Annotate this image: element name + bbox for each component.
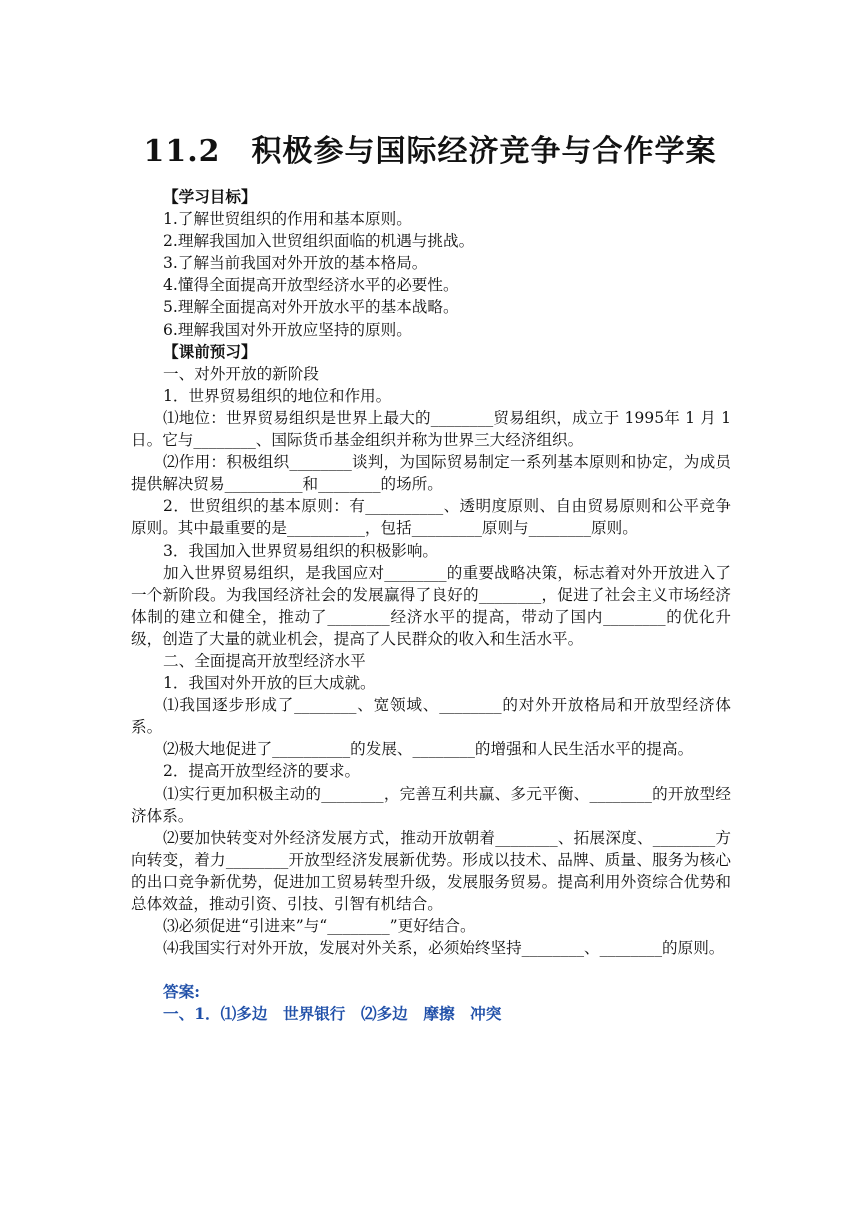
- part-heading: 二、全面提高开放型经济水平: [163, 651, 366, 670]
- goal-item: 5.理解全面提高对外开放水平的基本战略。: [163, 298, 459, 317]
- goal-item: 1.了解世贸组织的作用和基本原则。: [163, 210, 412, 229]
- paragraph: ⑷我国实行对外开放，发展对外关系，必须始终坚持________、________的原则。: [163, 939, 725, 958]
- paragraph: ⑶必须促进“引进来”与“________”更好结合。: [163, 917, 476, 936]
- section-heading-preview: 【课前预习】: [163, 341, 257, 361]
- paragraph: 2．世贸组织的基本原则：有__________、透明度原则、自由贸易原则和公平竞争原则。其中最重要的是__________，包括_________原则与________原则。: [131, 497, 731, 538]
- goal-item: 6.理解我国对外开放应坚持的原则。: [163, 320, 412, 339]
- paragraph: ⑴实行更加积极主动的________，完善互利共赢、多元平衡、________的开放型经济体系。: [131, 784, 731, 825]
- paragraph: ⑵极大地促进了__________的发展、________的增强和人民生活水平的提高。: [163, 740, 694, 759]
- goal-item: 3.了解当前我国对外开放的基本格局。: [163, 254, 428, 273]
- subheading: 1．世界贸易组织的地位和作用。: [163, 386, 392, 405]
- paragraph: ⑴我国逐步形成了________、宽领域、________的对外开放格局和开放型经济体系。: [131, 696, 731, 737]
- subheading: 3．我国加入世界贸易组织的积极影响。: [163, 541, 439, 560]
- subheading: 1．我国对外开放的巨大成就。: [163, 674, 376, 693]
- goal-item: 2.理解我国加入世贸组织面临的机遇与挑战。: [163, 232, 475, 251]
- paragraph: ⑵要加快转变对外经济发展方式，推动开放朝着________、拓展深度、________方向转变，着力________开放型经济发展新优势。形成以技术、品牌、质量、服务为核心的出口竞争新优势，促进加工贸易转型升级，发展服务贸易。提高利用外资综合优势和总体效益，推动引资、引技、引智有机结合。: [131, 828, 731, 913]
- goal-item: 4.懂得全面提高开放型经济水平的必要性。: [163, 276, 459, 295]
- paragraph: 加入世界贸易组织，是我国应对________的重要战略决策，标志着对外开放进入了一个新阶段。为我国经济社会的发展赢得了良好的________，促进了社会主义市场经济体制的建立和健全，推动了________经济水平的提高，带动了国内________的优化升级，创造了大量的就业机会，提高了人民群众的收入和生活水平。: [131, 563, 731, 648]
- page-title: 11.2 积极参与国际经济竞争与合作学案: [143, 134, 717, 169]
- paragraph: ⑵作用：积极组织________谈判，为国际贸易制定一系列基本原则和协定，为成员提供解决贸易__________和________的场所。: [131, 453, 731, 494]
- answers-label: 答案:: [163, 982, 200, 1002]
- subheading: 2．提高开放型经济的要求。: [163, 762, 361, 781]
- part-heading: 一、对外开放的新阶段: [163, 364, 319, 383]
- section-heading-goals: 【学习目标】: [163, 187, 257, 206]
- answers-line: 一、1．⑴多边 世界银行 ⑵多边 摩擦 冲突: [163, 1004, 502, 1024]
- paragraph: ⑴地位：世界贸易组织是世界上最大的________贸易组织，成立于 1995年 1 月 1 日。它与________、国际货币基金组织并称为世界三大经济组织。: [131, 408, 731, 450]
- document-body: [131, 186, 731, 1025]
